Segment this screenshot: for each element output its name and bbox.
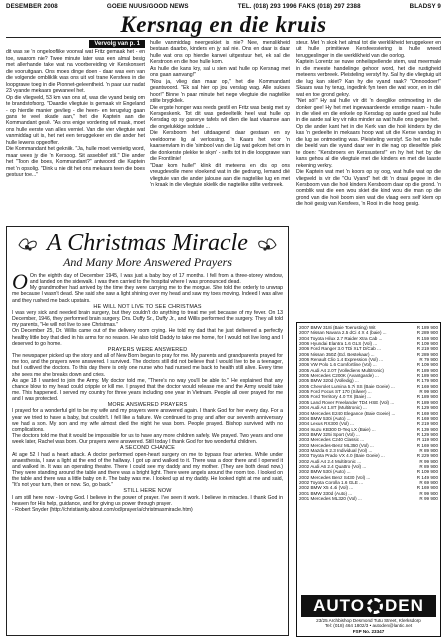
vehicle-name: 2005 BMW 320d (Volledig) ... bbox=[299, 378, 359, 384]
article-column-2 bbox=[150, 40, 290, 223]
section-heading: PRAYERS WERE ANSWERED bbox=[107, 346, 188, 353]
vehicle-name: 2004 Isuzu KB300 D-Teq LX (Baie) ... bbox=[299, 426, 376, 432]
paragraph: As hulle die kans kry, sal u sien wat hulle op Kersnag met ons gaan aanvang!" bbox=[150, 65, 290, 79]
issue-date: DESEMBER 2008 bbox=[6, 3, 58, 10]
vehicle-price: R 99 900 bbox=[419, 496, 438, 501]
paragraph: "Daar kom hulle!" klink dit meteens en dis op ons vreugdevolle mere vloekend wat in die gedrang, Iemand dié vliegtuie van die ander jalouse aan die nagtelike lug en met 'n kraak in die vliegtuie skielik die nagtelike stilte verbreek. bbox=[150, 162, 290, 188]
paragraph: Die Kaptein wat met 'n koors op sy oog, wat hulle wat op die vliegveld is vir die "Ou Vyand" het dit 'n draai gegee in die Kersboom van die hoë kinders Kersboom daar op die grond. 'n oomblik wat die een wou skiet die kind wou die man op die grond van die hoë boom sien wat die vlaag eers self klem op die hoë gesig van Kersfees, 'n Rooi in die hoog gesig. bbox=[296, 169, 441, 208]
source-credit: - Robert Snyder (http://christianity.about.com/od/prayer/a/christmasmiracle.htm) bbox=[12, 506, 193, 513]
paragraph: The doctors told me that it would be impossible for us to have any more children safely. We prayed. Two years and one week later, Rachel was born. Our prayers were answered. Still today I thank God for two wonderful children. bbox=[12, 433, 283, 446]
section-heading: MORE ANSWERED PRAYERS bbox=[107, 402, 188, 409]
advert-footer bbox=[300, 618, 437, 634]
auto-den-logo: AUTO DEN bbox=[301, 595, 436, 617]
section-heading: HE WILL NOT LIVE TO SEE CHRISTMAS bbox=[93, 303, 202, 310]
vehicle-name: 2005 Mercedes C200K (Avantgarde) ... bbox=[299, 373, 379, 379]
gear-icon bbox=[367, 598, 383, 614]
vehicle-name: 2005 Ford Territory 4.0 TX (Baie) ... bbox=[299, 394, 372, 400]
continued-label: Vervolg van p. 1 bbox=[6, 40, 145, 48]
vehicle-name: 2004 Toyota Hilux 2.7 Raider Xtra Cab ... bbox=[299, 335, 383, 341]
paragraph: "Net só!" Hy sal hulle vir dit 'n deeglike ontmoeting in die donker gee! Hy het met ingewaardeerde ernstige naam - hulle in die vlieë en die enkele op Kersdag op aarde goed sal hulle in die aarde sal kry vir niks minder as wat hulle ons gegee het. bbox=[296, 98, 441, 124]
vehicle-price: R 149 900 bbox=[416, 474, 438, 480]
section-heading: A SECOND CHANCE bbox=[119, 445, 176, 452]
vehicle-name: 2003 Mercedes-Benz ML350 (Vol) ... bbox=[299, 442, 374, 448]
paragraph: At age 52 I had a heart attack. A doctor performed open-heart surgery on me to bypass four arteries. While under anaesthesia, I saw a light at the end of the hallway. I got up and walked to it. There was a door there and I opened it and walked in. It was an operating theatre. There I could see my daddy and my mother. (They are both dead now.) They were standing around the table and there was a bright light. There were angels around the room too. I looked on the table and there was a little baby on it. The baby was me. I looked up at my daddy. He looked right at me and said, "It's not your turn, then or now. So, go back." bbox=[12, 451, 283, 489]
vehicle-price: R 189 900 bbox=[416, 373, 438, 379]
vehicle-name: 2004 Lexus RX300 (Vol) ... bbox=[299, 421, 354, 427]
price-row bbox=[299, 496, 438, 501]
vehicle-price: R 189 900 bbox=[416, 325, 438, 330]
vehicle-name: 2007 Nissan Navara 2.5 dCi 4 X 4 (baie) ... bbox=[299, 330, 387, 336]
article-title: Kersnag en die kruis bbox=[6, 12, 441, 38]
vehicle-name: 2003 Toyota Prado VX 4.0 (Baie Goeie) ... bbox=[299, 453, 385, 459]
vehicle-name: 2003 Mercedes C240 Classic ... bbox=[299, 437, 365, 443]
vehicle-price: R 169 900 bbox=[416, 415, 438, 421]
paragraph: On December 25, Dr. Willis came out of the delivery room crying. He told my dad that he just delivered a perfectly healthy little boy that died in his arms for no reason. He also told Daddy to take me home, for I would not live long and I deserved to go home. bbox=[12, 328, 283, 347]
paragraph: Die ergste honger was reeds gestil en Fritz was besig met sy Kersgeskenk. Tot dit was gedeeltelik heel wat hulle op Kersdag op sy gasvrye tafels wil dien die laat vlaamse aan die ongelukkige soldate ... bbox=[150, 104, 290, 130]
vehicle-name: 2001 BMW 330d (Auto) ... bbox=[299, 490, 353, 496]
vehicle-price: R 119 900 bbox=[417, 437, 438, 443]
vehicle-name: 2003 BMW 325i Sport (Vol) ... bbox=[299, 431, 360, 437]
vehicle-name: 2005 Land Rover Freelander TD4 HSE (Vol) ... bbox=[299, 399, 395, 405]
vehicle-name: 2006 Ford Ranger 3.0 TDi XLT D/Cab ... bbox=[299, 346, 381, 352]
vehicle-price: R 189 900 bbox=[416, 367, 438, 373]
paragraph: Die Kommandant het gekniik. "Ja, hulle moet vernietig word, maar wees jy die 'n Kersoog. Sit asseblief stil." Die ander het "Toon die boes, Kommandant?" antwoord die Kaptein met 'n opsolig. "Dink u nie dit het ons mekaars teen die boes gestuur toe..." bbox=[6, 146, 145, 179]
vehicle-name: 2004 Audi A4 1.8T (Multitronic) ... bbox=[299, 405, 367, 411]
vehicle-price: R 99 900 bbox=[419, 490, 438, 496]
vehicle-name: 2002 Audi A6 2.4 Quattro (Vol) ... bbox=[299, 463, 367, 469]
vehicle-price: R 169 900 bbox=[416, 485, 438, 491]
vehicle-price: R 219 900 bbox=[416, 346, 438, 352]
vehicle-name: 2003 Mazda 6 2.3 Individual (Vol) ... bbox=[299, 447, 373, 453]
vehicle-name: 2006 Nissan 350Z (Ed. Bestekaar) ... bbox=[299, 351, 375, 357]
vehicle-price: R 129 900 bbox=[416, 405, 438, 411]
vehicle-price: R 139 900 bbox=[416, 426, 438, 432]
vehicle-name: 2005 Audi A4 2.0T (Vollediens Multitronic) bbox=[299, 367, 384, 373]
vehicle-price: R 79 900 bbox=[419, 357, 438, 363]
story-title: A Christmas Miracle bbox=[47, 230, 248, 256]
paper-name: GOEIE NUUS/GOOD NEWS bbox=[106, 3, 189, 10]
vehicle-name: 2006 VW Polo 1.6 Comfortline (Vol) ... bbox=[299, 362, 377, 368]
story-subtitle: And Many More Answered Prayers bbox=[63, 255, 232, 269]
vehicle-price: R 69 900 bbox=[419, 479, 438, 485]
vehicle-price: R 159 900 bbox=[416, 335, 438, 341]
paragraph: As age 18 I wanted to join the Army. My doctor told me, "There's no way you'll be able to." He explained that any chance blow to my head could cripple or kill me. I prayed that the doctor would release me and the Army would take me. This happened. I served my country for three years including one year in Vietnam. People all over prayed for me and I was protected. bbox=[12, 377, 283, 403]
paragraph: Die Kersboom het uitdaagend daar gestaan en sy veeldoorne lig al verlossing. 'n Kaars het voor 'n kaarsenvlam in die 'simbool van die Lig wat gekom het om in die donkerste plekke te skyn' - selfs tot in die loopgrawe van die Frontlinie! bbox=[150, 130, 290, 163]
dealer-address: 23/25 Archbishop Desmond Tutu Street, Klerksdorp bbox=[316, 618, 421, 623]
paragraph: Op die vliegveld, 53 km van ons af, was die vyand besig om te brandstofsorg. "Daardie vliegtuie is gemaak vir Engeland - op hierdie manier gevlieg - die heen- en terugvlug gaan gans te veel skade aan," het die Kaptein aan die Kommandant gesê. "As ons enige vordering wil maak, moet ons hulle eerste van alles verniel. Van die vier vliegtuie wat vanmiddag uit is, het net een teruggekeer en die ander het hulle lewens opgeoffer. bbox=[6, 94, 145, 146]
article-column-3 bbox=[296, 40, 441, 320]
vehicle-price: R 189 900 bbox=[416, 394, 438, 400]
paragraph: My grandmother had arrived by the time they were carrying me to the morgue. She told the orderly to unwrap me because I wasn't dead. She said she saw a light shining over my head and saw my toes moving. Indeed I was alive and they rushed me back upstairs. bbox=[12, 285, 283, 304]
story-body bbox=[12, 273, 283, 632]
vehicle-price: R 89 900 bbox=[419, 447, 438, 453]
vehicle-name: 2001 Mercedes ML320 (Vol) ... bbox=[299, 496, 362, 501]
paragraph: The newspaper picked up the story and all of New Born began to pray for me. My parents and grandparents prayed for me too, and the prayers were answered. I survived. The doctors still did not believe that I would live to be a teenager, but I outlived the doctors. To this day there is only one nurse who had nursed me back to health still alive. Every time she sees me she breaks down and cries. bbox=[12, 353, 283, 378]
vehicle-price: R 189 900 bbox=[416, 399, 438, 405]
vehicle-name: 2002 BMW X5 4.4i (Vol) ... bbox=[299, 485, 354, 491]
vehicle-name: 2005 Chevrolet Lumina 5.7i SS (Baie Goeie) ... bbox=[299, 383, 395, 389]
vehicle-price: R 129 900 bbox=[416, 431, 438, 437]
vehicle-price: R 289 900 bbox=[416, 351, 438, 357]
vehicle-name: 2002 Audi A4 2.4 Multitronic ... bbox=[299, 458, 362, 464]
christmas-miracle-story bbox=[6, 226, 289, 636]
drop-cap: O bbox=[12, 273, 28, 294]
vehicle-name: 2007 BMW 318i (Baie Toerusting) Wit bbox=[299, 325, 376, 330]
vehicle-price-list bbox=[299, 325, 438, 501]
vehicle-name: 2002 Toyota Corolla 1.6 GLE ... bbox=[299, 479, 364, 485]
vehicle-price: R 109 900 bbox=[416, 341, 438, 347]
vehicle-name: 2002 BMW 530i (Auto) ... bbox=[299, 469, 351, 475]
vehicle-name: 2002 Mercedes Benz S430 (Vol) ... bbox=[299, 474, 371, 480]
paragraph: steur. Met 'n skok het almal tot die werklikheid teruggekeer en uit hulle primitiewe Kersfeesviering is hulle wreed teruggeslinger in die werklikheid van die oorlog. bbox=[296, 40, 441, 59]
vehicle-name: 2006 Renault Clio 1.4 Expression (Vol) ... bbox=[299, 357, 384, 363]
vehicle-price: R 179 900 bbox=[416, 378, 438, 384]
vehicle-name: 2006 Hyundai Elantra 1.6 GLS (Vol) ... bbox=[299, 341, 378, 347]
vehicle-price: R 99 900 bbox=[419, 389, 438, 395]
paragraph: I was very sick and needed brain surgery, but they couldn't do anything to treat me yet because of my fever. On 13 December, 1946, they performed brain surgery. Drs. Duffy Sr., Duffy Jr., and Willis performed the surgery. They all told my parents, "He will not live to see Christmas." bbox=[12, 309, 283, 329]
vehicle-name: 2004 Mercedes E240 Elegance (Baie Goeie) ... bbox=[299, 410, 396, 416]
vehicle-price: R 229 900 bbox=[416, 453, 438, 459]
paragraph: Kaptein Lorentz se nuwe onheilspellende stem, wat meermale in die meeste handelinge gehoor word, het die rustigheid meteens verbreek. Pleisteling verstyf hy. Sal hy die vliegtuig uit die lug kan skiet? Kan hy die vyand raak? "Onnoodoer!" Skaars was hy terug, ingedink fyn teen die wat voor, en in dié wat en toe grond gekry. bbox=[296, 59, 441, 98]
article-column-1 bbox=[6, 40, 145, 223]
paragraph: hulle vanmiddag neergeskiet is nie? Nee, menslikheid bestaan daarbo, kinders en jy sal nie. Ons en daar is daar hulle wat ons op hierdie karwei uitgestuur het, ek sal die Kerstroon en die hoe hulle kom. bbox=[150, 40, 290, 66]
contact-numbers: TEL. (018) 293 1996 FAKS (018) 297 2388 bbox=[237, 3, 361, 10]
paragraph: I prayed for a wonderful girl to be my wife and my prayers were answered again. I thank God for her every day. For a year we tried to have a baby, but couldn't. I fell like a failure. We continued to pray and after our seventh anniversary we had a son. My son and my wife almost died the night he was born. People prayed. Bishop survived with no complications. bbox=[12, 408, 283, 433]
vehicle-price: R 169 900 bbox=[416, 442, 438, 448]
paragraph: O On the eighth day of December 1945, I was just a baby boy of 17 months. I fell from a three-storey window, and landed on the sidewalk. I was then carried to the hospital where I was pronounced dead. bbox=[12, 273, 283, 294]
paragraph: I am still here now - loving God. I believe in the power of prayer. I've seen it work. I believe in miracles. I thank God in heaven for His help, guidance, and for giving us power through prayer. bbox=[12, 494, 283, 507]
vehicle-price: R 169 900 bbox=[416, 410, 438, 416]
paragraph: "Nou ja, vlieg dan maar op," het die Kommandant geantwoord. "Ek sal hier op jou verslag wag. Alle sukses hoor!" Binne 'n paar minute het nege vliegtuie die nagtelike stilte brygkliek. bbox=[150, 78, 290, 105]
vehicle-price: R 289 900 bbox=[416, 330, 438, 336]
vehicle-price: R 99 900 bbox=[419, 458, 438, 464]
fsp-number: FSP No. 23347 bbox=[352, 628, 385, 634]
vehicle-price: R 109 900 bbox=[416, 362, 438, 368]
auto-den-advert bbox=[296, 322, 441, 637]
paragraph: Op die ander kant het in die Kerk van die hoë kinders by die kas 'n gedeelte in mekaars hoop wat uit die Kerse vandag in die lug se ontmoeting was. Pleisteling verstyf. So het en hulle die beeld van die vyand daar ver in die nag op dieselfde plek te doen: "Kersbroers en Kerssusters!" en hy het het by die kans gehou al die vliegtuie met die kinders en met die laaste rekening verkry. bbox=[296, 123, 441, 169]
vehicle-name: 2005 Ford Focus ST 170 (Silwer) ... bbox=[299, 389, 372, 395]
vehicle-price: R 219 900 bbox=[416, 421, 438, 427]
page-number: BLADSY 9 bbox=[409, 3, 441, 10]
section-heading: STILL HERE NOW bbox=[123, 488, 172, 495]
dealer-contact: Tel: (018) 464 1802/3 • autoden@lantic.net bbox=[324, 623, 413, 629]
vehicle-price: R 169 900 bbox=[416, 383, 438, 389]
paragraph: dit was se 'n ongelooflike voorval wat Fritz gemaak het - en toe, waarom nie? Twee minute later was een almal besig met allerhande take wat na voorbereiding vir Kerskonsert die vooruitgaan. Ons moes dinge doen - daar was een van die volgende ombliklik was ons uit vol trane Kersfees in die loopgrawe toeg in die Pionnet-geleentheid. 'n paar uur nadat 23 vyande mekaars gewaneel het. bbox=[6, 49, 145, 95]
vehicle-name: 2004 BMW 530i (Auto) ... bbox=[299, 415, 351, 421]
vehicle-price: R 109 900 bbox=[416, 469, 438, 475]
vehicle-price: R 89 900 bbox=[419, 463, 438, 469]
